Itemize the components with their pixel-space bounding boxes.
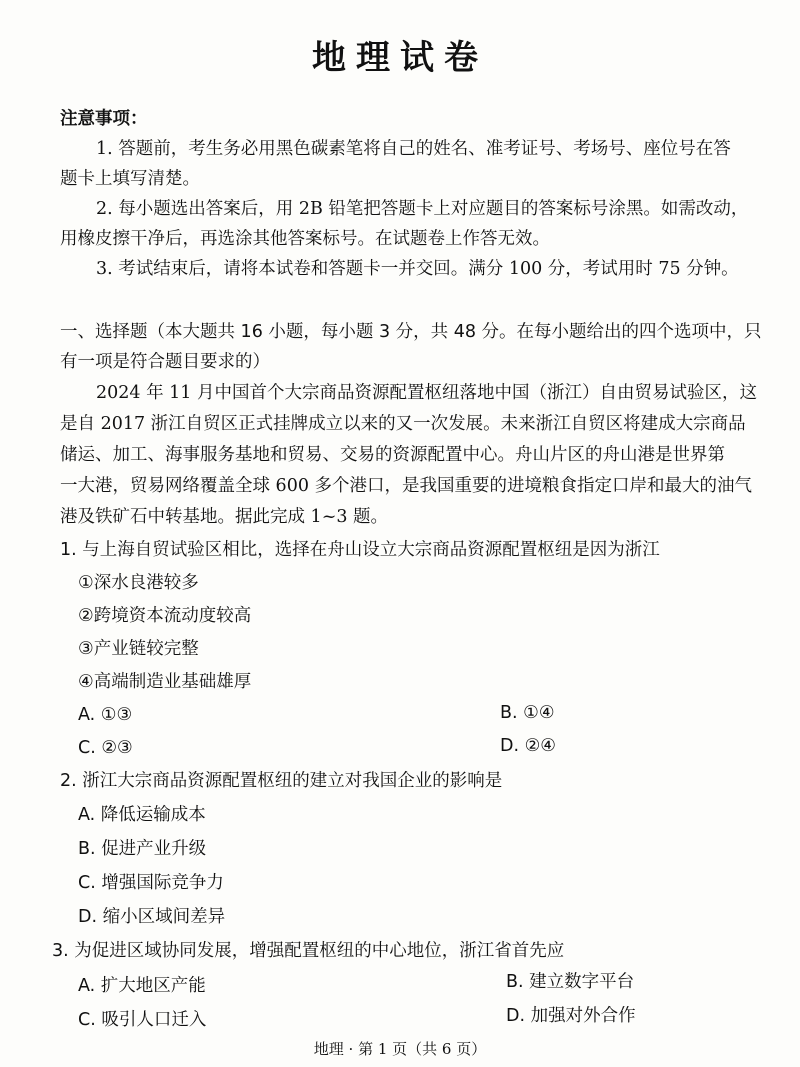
passage-line: 2024 年 11 月中国首个大宗商品资源配置枢纽落地中国（浙江）自由贸易试验区，这 [96,383,757,403]
question-2-option-b: B. 促进产业升级 [78,839,207,859]
notice-item-2-cont: 用橡皮擦干净后，再选涂其他答案标号。在试题卷上作答无效。 [60,229,550,249]
question-3-option-a: A. 扩大地区产能 [78,976,206,996]
question-1-option-a: A. ①③ [78,705,133,725]
question-3-stem: 3. 为促进区域协同发展，增强配置枢纽的中心地位，浙江省首先应 [52,941,565,961]
notice-item-3: 3. 考试结束后，请将本试卷和答题卡一并交回。满分 100 分，考试用时 75 分钟。 [96,259,739,279]
question-1-statement: ②跨境资本流动度较高 [78,606,252,626]
question-1-statement: ③产业链较完整 [78,639,199,659]
question-2-option-c: C. 增强国际竞争力 [78,873,224,893]
passage-line: 一大港，贸易网络覆盖全球 600 多个港口，是我国重要的进境粮食指定口岸和最大的油气 [60,476,753,496]
passage-line: 是自 2017 浙江自贸区正式挂牌成立以来的又一次发展。未来浙江自贸区将建成大宗商品 [60,414,746,434]
notice-item-1-cont: 题卡上填写清楚。 [60,169,200,189]
question-2-stem: 2. 浙江大宗商品资源配置枢纽的建立对我国企业的影响是 [60,771,503,791]
question-3-option-c: C. 吸引人口迁入 [78,1010,207,1030]
question-3-option-d: D. 加强对外合作 [506,1006,636,1026]
passage-line: 港及铁矿石中转基地。据此完成 1~3 题。 [60,507,389,527]
section-heading-cont: 有一项是符合题目要求的） [60,352,270,372]
notice-item-2: 2. 每小题选出答案后，用 2B 铅笔把答题卡上对应题目的答案标号涂黑。如需改动， [96,199,749,219]
question-1-option-d: D. ②④ [500,736,556,756]
question-2-option-a: A. 降低运输成本 [78,805,206,825]
question-1-option-b: B. ①④ [500,703,555,723]
question-2-option-d: D. 缩小区域间差异 [78,907,226,927]
notice-heading: 注意事项： [60,109,148,129]
section-heading: 一、选择题（本大题共 16 小题，每小题 3 分，共 48 分。在每小题给出的四个选项中，只 [60,322,762,342]
question-3-option-b: B. 建立数字平台 [506,972,635,992]
page-title: 地理试卷 [312,38,488,78]
question-1-stem: 1. 与上海自贸试验区相比，选择在舟山设立大宗商品资源配置枢纽是因为浙江 [60,540,660,560]
page-footer: 地理 · 第 1 页（共 6 页） [313,1040,487,1058]
notice-item-1: 1. 答题前，考生务必用黑色碳素笔将自己的姓名、准考证号、考场号、座位号在答 [96,139,731,159]
question-1-statement: ①深水良港较多 [78,573,199,593]
question-1-statement: ④高端制造业基础雄厚 [78,672,252,692]
question-1-option-c: C. ②③ [78,738,133,758]
passage-line: 储运、加工、海事服务基地和贸易、交易的资源配置中心。舟山片区的舟山港是世界第 [60,445,725,465]
